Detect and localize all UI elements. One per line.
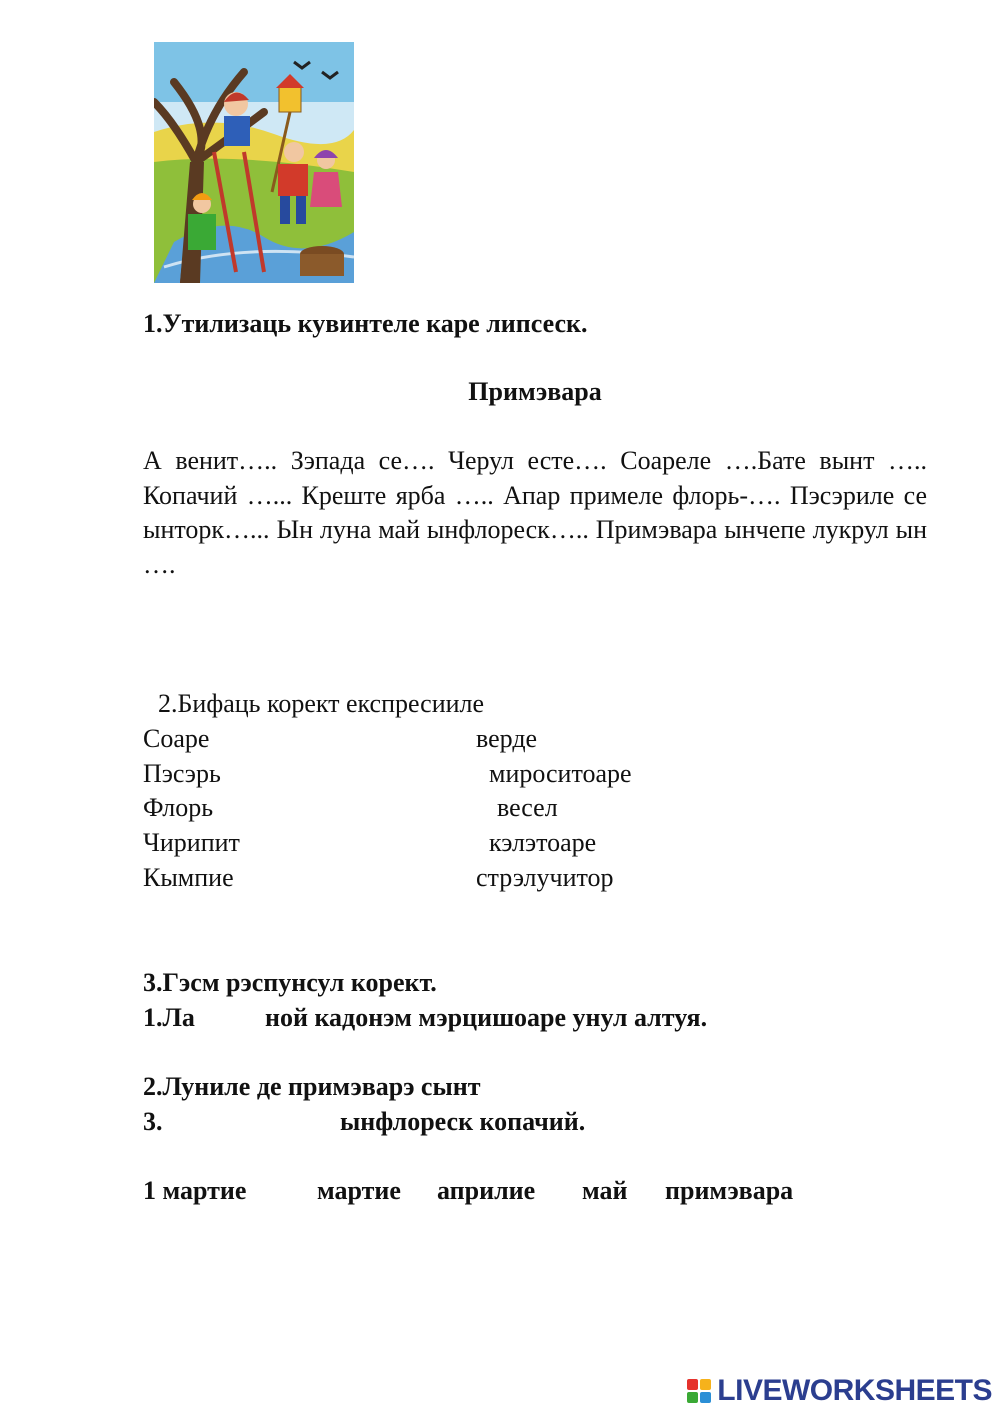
logo-text: LIVEWORKSHEETS xyxy=(717,1374,992,1407)
right-word-2[interactable]: мироситоаре xyxy=(489,759,632,788)
left-word-1[interactable]: Соаре xyxy=(143,724,210,753)
right-word-5[interactable]: стрэлучитор xyxy=(476,863,614,892)
task3-heading: 3.Гэсм рэспунсул корект. xyxy=(143,968,437,997)
task1-title: Примэвара xyxy=(468,377,602,406)
option-4[interactable]: май xyxy=(582,1176,628,1205)
option-2[interactable]: мартие xyxy=(317,1176,401,1205)
left-word-4[interactable]: Чирипит xyxy=(143,828,240,857)
illustration xyxy=(154,42,354,283)
answer-blank-1[interactable] xyxy=(200,1004,256,1032)
question-3-text: ынфлореск копачий. xyxy=(340,1107,586,1136)
option-5[interactable]: примэвара xyxy=(665,1176,794,1205)
task1-heading: 1.Утилизаць кувинтеле каре липсеск. xyxy=(143,309,588,338)
logo-squares-icon xyxy=(687,1379,711,1403)
left-word-5[interactable]: Кымпие xyxy=(143,863,234,892)
task1-paragraph: А венит….. Зэпада се…. Черул есте…. Соареле ….Бате вынт ….. Копачий …... Креште ярба ….. Апар примеле флорь-…. Пэсэриле се ынторк…... Ын луна май ынфлореск….. Примэвара ынчепе лукрул ын …. xyxy=(143,446,927,579)
option-3[interactable]: априлие xyxy=(437,1176,536,1205)
left-word-3[interactable]: Флорь xyxy=(143,793,214,822)
right-word-3[interactable]: весел xyxy=(497,793,558,822)
right-word-4[interactable]: кэлэтоаре xyxy=(489,828,597,857)
task2-heading: 2.Бифаць корект експресииле xyxy=(158,689,485,718)
answer-blank-3[interactable] xyxy=(172,1108,332,1136)
spring-scene-image xyxy=(154,42,354,283)
question-3-number: 3. xyxy=(143,1107,163,1136)
right-word-1[interactable]: верде xyxy=(476,724,538,753)
question-2: 2.Луниле де примэварэ сынт xyxy=(143,1072,481,1101)
answer-blank-2[interactable] xyxy=(540,1073,700,1101)
left-word-2[interactable]: Пэсэрь xyxy=(143,759,221,788)
liveworksheets-logo xyxy=(687,1373,992,1409)
question-1-text: ной кадонэм мэрцишоаре унул алтуя. xyxy=(265,1003,708,1032)
option-1[interactable]: 1 мартие xyxy=(143,1176,247,1205)
question-1-number: 1.Ла xyxy=(143,1003,195,1032)
